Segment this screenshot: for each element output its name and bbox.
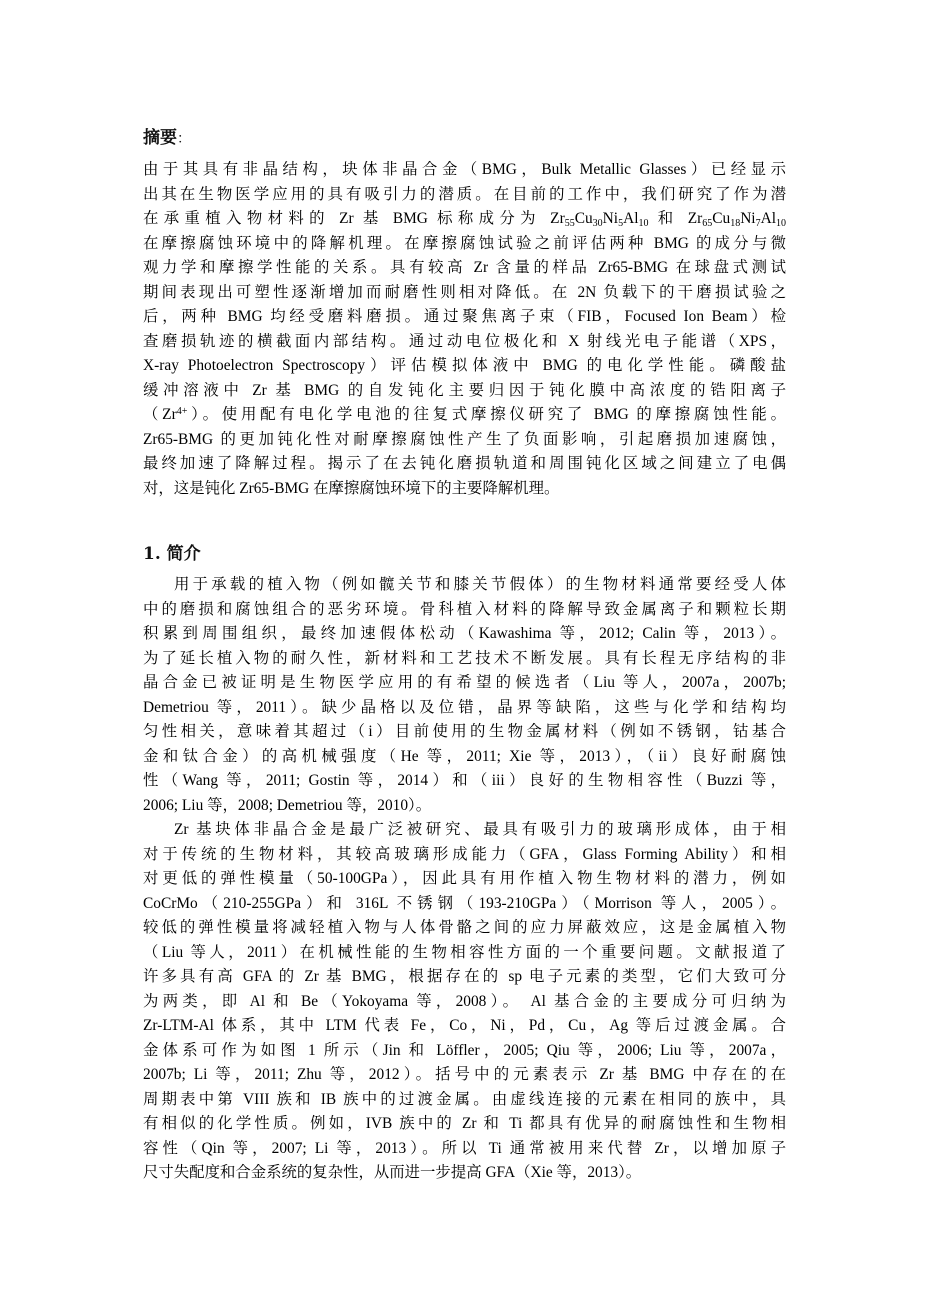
intro-line: 金体系可作为如图 1 所示（Jin 和 Löffler，2005; Qiu 等，2006; Liu 等，2007a，: [143, 1041, 786, 1059]
intro-line: 为两类，即 Al 和 Be（Yokoyama 等，2008）。 Al 基合金的主要成分可归纳为: [143, 992, 786, 1010]
intro-body: [143, 573, 786, 1193]
abstract-line: 由于其具有非晶结构，块体非晶合金（BMG，Bulk Metallic Glasses）已经显示: [143, 161, 786, 178]
abstract-heading-colon: ：: [177, 131, 191, 147]
intro-line: 周期表中第 VIII 族和 IB 族中的过渡金属。由虚线连接的元素在相同的族中，具: [143, 1090, 786, 1108]
intro-line: 用于承载的植入物（例如髋关节和膝关节假体）的生物材料通常要经受人体: [174, 576, 786, 593]
intro-line: 匀性相关，意味着其超过（i）目前使用的生物金属材料（例如不锈钢，钴基合: [143, 723, 786, 740]
intro-line: 许多具有高 GFA 的 Zr 基 BMG，根据存在的 sp 电子元素的类型，它们大致可分: [143, 968, 786, 985]
intro-line: 有相似的化学性质。例如，IVB 族中的 Zr 和 Ti 都具有优异的耐腐蚀性和生物相: [143, 1115, 786, 1132]
abstract-body: [143, 158, 786, 508]
intro-line: 晶合金已被证明是生物医学应用的有希望的候选者（Liu 等人，2007a，2007b;: [143, 674, 786, 691]
intro-line: Zr-LTM-Al 体系，其中 LTM 代表 Fe，Co，Ni，Pd，Cu，Ag 等后过渡金属。合: [143, 1017, 786, 1034]
intro-line: （Liu 等人，2011）在机械性能的生物相容性方面的一个重要问题。文献报道了: [143, 943, 786, 961]
abstract-line: Zr65-BMG 的更加钝化性对耐摩擦腐蚀性产生了负面影响，引起磨损加速腐蚀，: [143, 430, 786, 448]
abstract-line: 在摩擦腐蚀环境中的降解机理。在摩擦腐蚀试验之前评估两种 BMG 的成分与微: [143, 234, 786, 252]
abstract-line: X-ray Photoelectron Spectroscopy）评估模拟体液中 BMG 的电化学性能。磷酸盐: [143, 357, 786, 374]
intro-line: 为了延长植入物的耐久性，新材料和工艺技术不断发展。具有长程无序结构的非: [143, 649, 786, 667]
intro-line: Demetriou 等，2011）。缺少晶格以及位错，晶界等缺陷，这些与化学和结构均: [143, 698, 786, 716]
abstract-line-ion: $(Zr^{4+})$。使用配有电化学电池的往复式摩擦仪研究了 BMG 的摩擦腐蚀性能。: [143, 406, 786, 423]
intro-line: Zr 基块体非晶合金是最广泛被研究、最具有吸引力的玻璃形成体，由于相: [174, 821, 786, 838]
abstract-heading: [143, 127, 786, 150]
abstract-line: 后，两种 BMG 均经受磨料磨损。通过聚焦离子束（FIB，Focused Ion Beam）检: [143, 308, 786, 325]
intro-line: 较低的弹性模量将减轻植入物与人体骨骼之间的应力屏蔽效应，这是金属植入物: [143, 919, 786, 936]
intro-line: 容性（Qin 等，2007; Li 等，2013）。所以 Ti 通常被用来代替 Zr，以增加原子: [143, 1139, 786, 1157]
abstract-line: 期间表现出可塑性逐渐增加而耐磨性则相对降低。在 2N 负载下的干磨损试验之: [143, 283, 786, 301]
abstract-heading-text: 摘要: [143, 128, 177, 148]
abstract-line: 最终加速了降解过程。揭示了在去钝化磨损轨道和周围钝化区域之间建立了电偶: [143, 455, 786, 472]
intro-line: 对更低的弹性模量（50-100GPa），因此具有用作植入物生物材料的潜力，例如: [143, 870, 786, 887]
intro-line: 中的磨损和腐蚀组合的恶劣环境。骨科植入材料的降解导致金属离子和颗粒长期: [143, 600, 786, 618]
abstract-line-formula: 在承重植入物材料的 Zr 基 BMG 标称成分为 $Zr_{55}Cu_{30}Ni_5Al_{10}$ 和 $Zr_{65}Cu_{18}Ni_7Al_{10}$: [143, 210, 786, 229]
intro-line: CoCrMo（210-255GPa）和 316L 不锈钢（193-210GPa）（Morrison 等人，2005）。: [143, 894, 786, 912]
intro-line: 2006; Liu 等，2008; Demetriou 等，2010）。: [143, 796, 432, 814]
abstract-line: 观力学和摩擦学性能的关系。具有较高 Zr 含量的样品 Zr65-BMG 在球盘式测试: [143, 259, 786, 276]
abstract-line: 出其在生物医学应用的具有吸引力的潜质。在目前的工作中，我们研究了作为潜: [143, 185, 786, 203]
abstract-line: 查磨损轨迹的横截面内部结构。通过动电位极化和 X 射线光电子能谱（XPS，: [143, 332, 786, 350]
intro-line: 性（Wang 等，2011; Gostin 等，2014）和（iii）良好的生物相容性（Buzzi 等，: [143, 772, 786, 789]
abstract-line: 对，这是钝化 Zr65-BMG 在摩擦腐蚀环境下的主要降解机理。: [143, 479, 560, 497]
intro-line: 2007b; Li 等，2011; Zhu 等，2012）。括号中的元素表示 Zr 基 BMG 中存在的在: [143, 1066, 786, 1083]
intro-line: 金和钛合金）的高机械强度（He 等，2011; Xie 等，2013），（ii）良好耐腐蚀: [143, 747, 786, 765]
intro-line: 积累到周围组织，最终加速假体松动（Kawashima 等，2012; Calin 等，2013）。: [143, 625, 786, 642]
intro-heading: 1. 简介: [143, 544, 201, 564]
intro-line: 尺寸失配度和合金系统的复杂性，从而进一步提高 GFA（Xie 等，2013）。: [143, 1164, 642, 1181]
abstract-line: 缓冲溶液中 Zr 基 BMG 的自发钝化主要归因于钝化膜中高浓度的锆阳离子: [143, 381, 786, 399]
intro-line: 对于传统的生物材料，其较高玻璃形成能力（GFA，Glass Forming Ability）和相: [143, 845, 786, 863]
